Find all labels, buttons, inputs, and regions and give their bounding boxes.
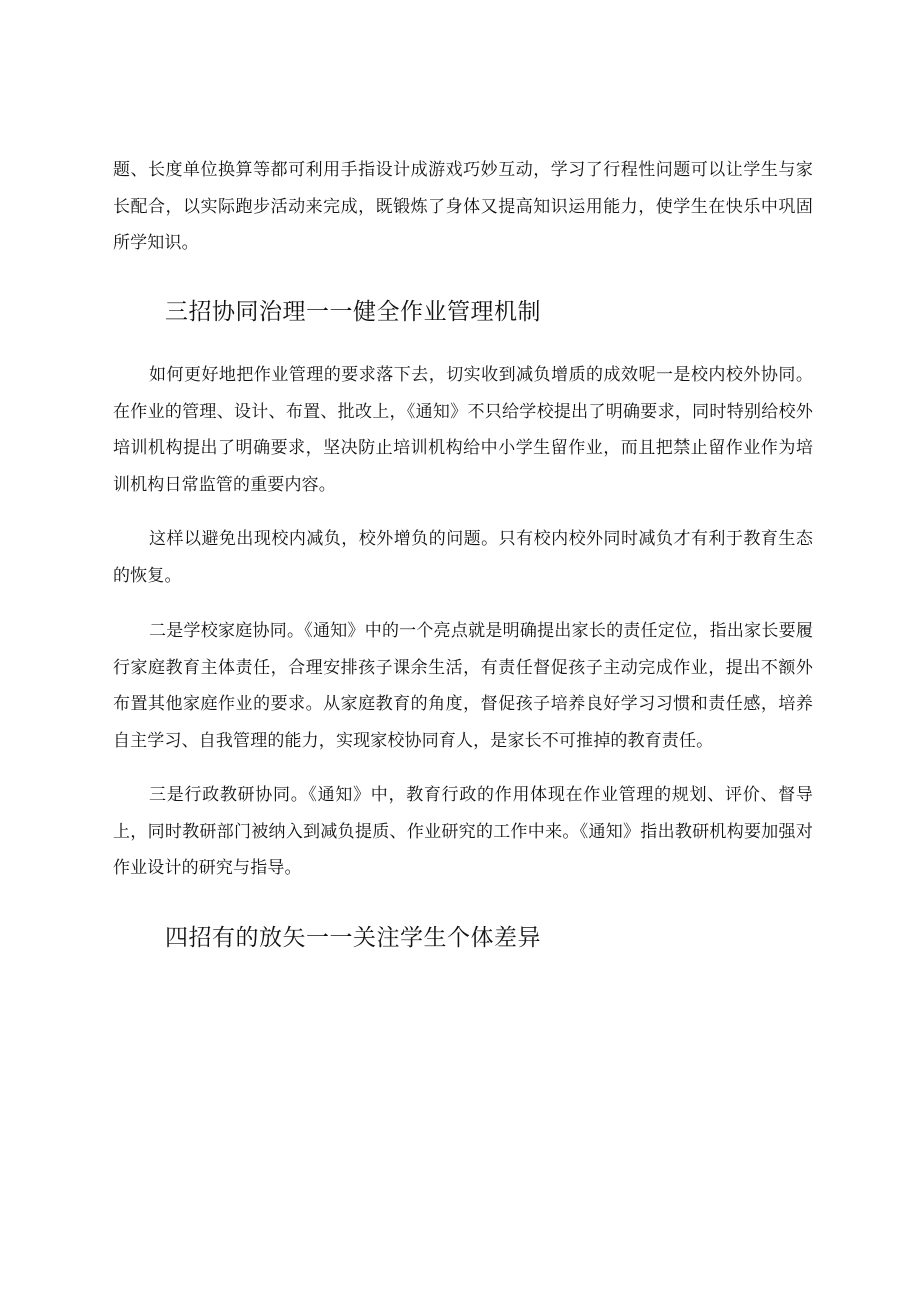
continuation-paragraph: 题、长度单位换算等都可利用手指设计成游戏巧妙互动，学习了行程性问题可以让学生与家长配合，以实际跑步活动来完成，既锻炼了身体又提高知识运用能力，使学生在快乐中巩固所学知识。 xyxy=(113,160,813,253)
section-three-paragraph-3: 二是学校家庭协同。《通知》中的一个亮点就是明确提出家长的责任定位，指出家长要履行家庭教育主体责任，合理安排孩子课余生活，有责任督促孩子主动完成作业，提出不额外布置其他家庭作业的要求。从家庭教育的角度，督促孩子培养良好学习习惯和责任感，培养自主学习、自我管理的能力，实现家校协同育人，是家长不可推掉的教育责任。 xyxy=(113,621,813,751)
section-three-heading: 三招协同治理一一健全作业管理机制 xyxy=(165,299,541,325)
section-three-paragraph-1: 如何更好地把作业管理的要求落下去，切实收到减负增质的成效呢一是校内校外协同。在作业的管理、设计、布置、批改上，《通知》不只给学校提出了明确要求，同时特别给校外培训机构提出了明确要求，坚决防止培训机构给中小学生留作业，而且把禁止留作业作为培训机构日常监管的重要内容。 xyxy=(113,365,813,495)
section-four-heading: 四招有的放矢一一关注学生个体差异 xyxy=(165,925,541,951)
section-three-paragraph-4: 三是行政教研协同。《通知》中，教育行政的作用体现在作业管理的规划、评价、督导上，同时教研部门被纳入到减负提质、作业研究的工作中来。《通知》指出教研机构要加强对作业设计的研究与指导。 xyxy=(113,785,813,878)
section-three-paragraph-2: 这样以避免出现校内减负，校外增负的问题。只有校内校外同时减负才有利于教育生态的恢复。 xyxy=(113,529,813,586)
